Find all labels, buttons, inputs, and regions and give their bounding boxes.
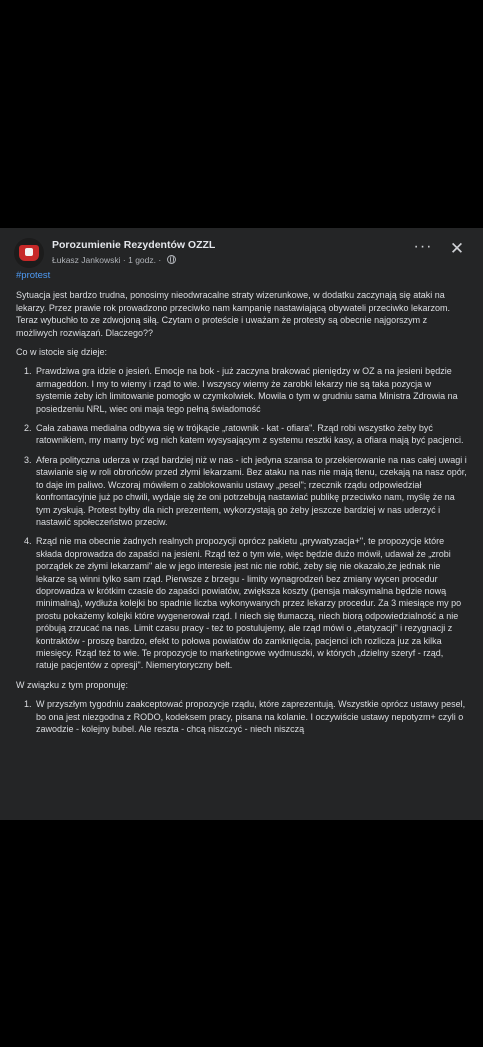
post-lead: Co w istocie się dzieje: xyxy=(16,347,108,358)
ozzl-logo-icon xyxy=(19,245,39,261)
post-content xyxy=(16,270,468,742)
points-list xyxy=(16,365,468,671)
proposal-item: 1. W przyszłym tygodniu zaakceptować propozycje rządu, które zaprezentują. Wszystkie oprócz ustawy pesel, bo ona jest niezgodna z RODO, kodeksem pracy, pisana na kolanie. I oczywiście ustawy nepotyzm+ czyli o zawodzie - kolejny bubel. Ale reszta - chcą niszczyć - niech niszczą xyxy=(34,698,468,735)
meta-separator-2: · xyxy=(158,254,162,265)
proposals-list xyxy=(16,698,468,735)
point-item: 4. Rząd nie ma obecnie żadnych realnych propozycji oprócz pakietu „prywatyzacja+", te propozycje które składa doprowadza do zapaści na jesieni. Rząd też o tym wie, więc będzie dużo mówił, udawał że „zrobi porządek ze złymi lekarzami" ale w jego interesie jest nic nie robić, żeby się nie okazało,że jednak nie lekarze są winni tylko sam rząd. Pierwsze z brzegu - limity wynagrodzeń bez zmiany wycen procedur doprowadza w krótkim czasie do zapaści powiatów, zwiększa koszty (pensja maksymalna będzie nową minimalną), wydłuża kolejki bo spadnie liczba wykonywanych przez lekarzy procedur. Za 3 miesiące my po prostu pokażemy kolejki które wygenerował rząd. I niech się tłumaczą, niech biorą odpowiedzialność a nie próbują zrzucać na nas. Limit czasu pracy - też to postulujemy, ale rząd mówi o „etatyzacji" i rezygnacji z kontraktów - proszę bardzo, efekt to połowa powiatów do zamknięcia, pacjenci ich rozlicza juz za kilka miesięcy. Rząd też to wie. Te propozycje to marketingowe wydmuszki, w których „dzielny szeryf - rząd, ratuje pacjentów z opresji". Niemerytoryczny bełt. xyxy=(34,535,468,671)
group-avatar[interactable] xyxy=(14,238,44,268)
close-icon[interactable]: ✕ xyxy=(449,239,465,258)
post-card xyxy=(0,228,483,820)
point-item: 3. Afera polityczna uderza w rząd bardziej niż w nas - ich jedyna szansa to przekierowanie na nas całej uwagi i stawianie się w roli obrońców przed złymi lekarzami. Bez ataku na nas nie mają tlenu, czekają na nasz opór, to daje im paliwo. Wczoraj mówiłem o zablokowaniu ustawy „pesel"; rzecznik rządu odpowiedział konfrontacyjnie już po chwili, wydaje się że oni potrzebują nastawiać publikę przeciwko nam, myślę że na tym zyskują. Protest byłby dla nich prezentem, wykorzystają go żeby jeszcze bardziej w nas uderzyć i nastawić społeczeństwo przeciw. xyxy=(34,454,468,528)
post-time[interactable]: 1 godz. xyxy=(128,254,156,265)
more-options-icon[interactable]: ··· xyxy=(413,238,433,255)
hashtag-link[interactable]: #protest xyxy=(16,270,51,281)
post-intro: Sytuacja jest bardzo trudna, ponosimy nieodwracalne straty wizerunkowe, w dodatku zaczynają się ataki na lekarzy. Przez prawie rok prowadzono przeciwko nam kampanię nastawiającą obywateli przeciwko lekarzom. Teraz wybuchło to ze zdwojoną siłą. Czytam o proteście i uważam że protesty są obecnie najgorszym z możliwych rozwiązań. Dlaczego?? xyxy=(16,290,451,338)
point-item: 2. Cała zabawa medialna odbywa się w trójkącie „ratownik - kat - ofiara". Rząd robi wszystko żeby być ratownikiem, my mamy być wg nich katem wysysającym z systemu resztki kasy, a ofiara mają być pacjenci. xyxy=(34,422,468,447)
group-name-link[interactable]: Porozumienie Rezydentów OZZL xyxy=(52,239,216,251)
post-meta xyxy=(52,254,176,265)
author-link[interactable]: Łukasz Jankowski xyxy=(52,254,121,265)
proposal-lead: W związku z tym proponuję: xyxy=(16,679,129,690)
globe-icon xyxy=(167,255,176,264)
post-header xyxy=(14,236,469,270)
meta-separator: · xyxy=(122,254,126,265)
point-item: 1. Prawdziwa gra idzie o jesień. Emocje na bok - już zaczyna brakować pieniędzy w OZ a na jesieni będzie armageddon. I my to wiemy i rząd to wie. I wszyscy wiemy że zarobki lekarzy nie są taka pozycja w systemie żeby ich limitowanie pomogło w czymkolwiek. Mowila o tym w grudniu sama Ministra Zdrowia na posiedzeniu NRL, wiec oni maja tego pełną świadomość xyxy=(34,365,468,415)
